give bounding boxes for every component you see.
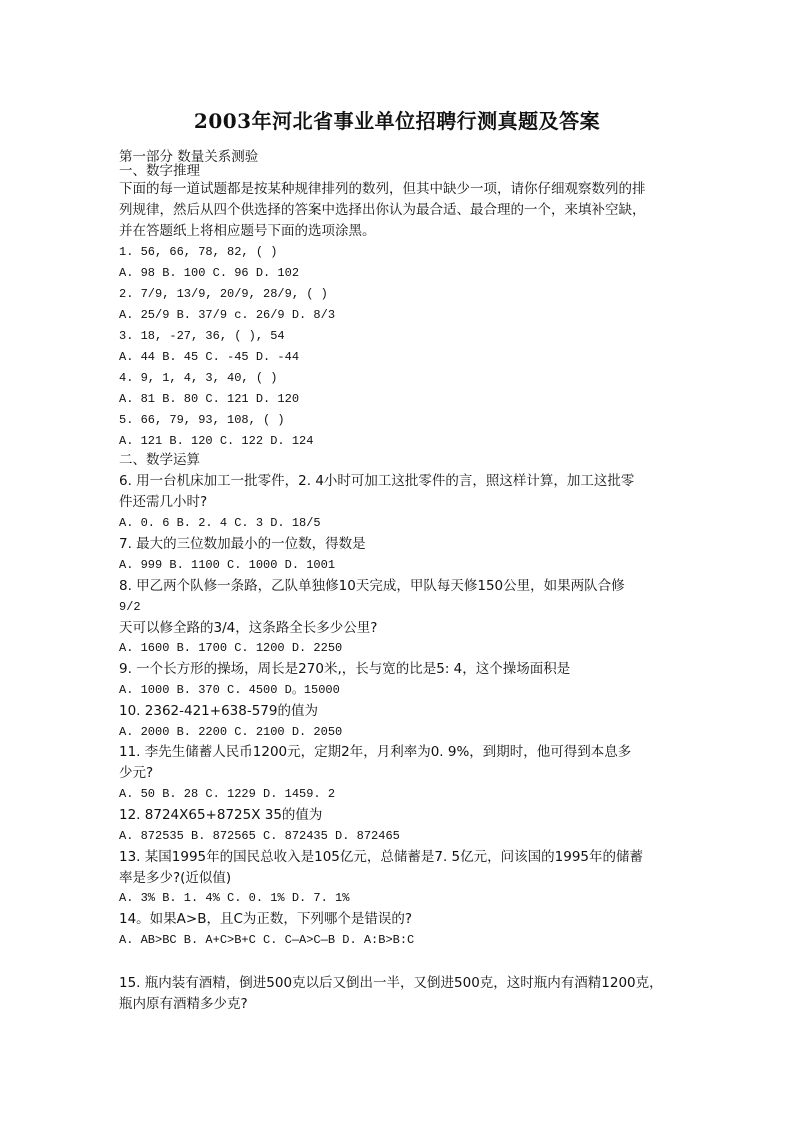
question-options-line: 1. 56, 66, 78, 82, ( ) [119, 245, 278, 259]
text-line: 列规律，然后从四个供选择的答案中选择出你认为最合适、最合理的一个，来填补空缺， [119, 202, 646, 218]
text-line: 12. 8724X65+8725X 35的值为 [119, 807, 323, 823]
text-line: 下面的每一道试题都是按某种规律排列的数列，但其中缺少一项，请你仔细观察数列的排 [119, 181, 646, 197]
text-line: 11. 李先生储蓄人民币1200元，定期2年，月利率为0. 9%，到期时，他可得到本息多 [119, 744, 632, 760]
question-options-line: A. 50 B. 28 C. 1229 D. 1459. 2 [119, 787, 336, 801]
question-options-line: 5. 66, 79, 93, 108, ( ) [119, 413, 285, 427]
text-line: 9. 一个长方形的操场，周长是270米,，长与宽的比是5: 4，这个操场面积是 [119, 661, 571, 677]
text-line: 15. 瓶内装有酒精，倒进500克以后又倒出一半，又倒进500克，这时瓶内有酒精1200克， [119, 975, 663, 991]
question-options-line: 4. 9, 1, 4, 3, 40, ( ) [119, 371, 278, 385]
question-options-line: A. 81 B. 80 C. 121 D. 120 [119, 392, 300, 406]
text-line: 10. 2362-421+638-579的值为 [119, 703, 318, 719]
document-title: 2003年河北省事业单位招聘行测真题及答案 [193, 109, 601, 133]
section-heading: 二、数学运算 [119, 452, 200, 468]
text-line: 8. 甲乙两个队修一条路，乙队单独修10天完成，甲队每天修150公里，如果两队合修 [119, 578, 625, 594]
question-options-line: A. 3% B. 1. 4% C. 0. 1% D. 7. 1% [119, 891, 350, 905]
question-options-line: A. 999 B. 1100 C. 1000 D. 1001 [119, 558, 336, 572]
text-line: 率是多少?(近似值) [119, 870, 232, 886]
section-heading: 一、数字推理 [119, 163, 200, 179]
text-line: 天可以修全路的3/4，这条路全长多少公里? [119, 620, 378, 636]
question-options-line: A. 98 B. 100 C. 96 D. 102 [119, 266, 300, 280]
question-options-line: A. 1000 B. 370 C. 4500 D。15000 [119, 683, 340, 697]
question-options-line: A. 0. 6 B. 2. 4 C. 3 D. 18/5 [119, 516, 321, 530]
text-line: 件还需几小时? [119, 494, 208, 510]
question-options-line: A. 121 B. 120 C. 122 D. 124 [119, 434, 314, 448]
text-line: 13. 某国1995年的国民总收入是105亿元，总储蓄是7. 5亿元，问该国的1995年的储蓄 [119, 849, 644, 865]
text-line: 并在答题纸上将相应题号下面的选项涂黑。 [119, 223, 376, 239]
text-line: 6. 用一台机床加工一批零件，2. 4小时可加工这批零件的言，照这样计算，加工这批零 [119, 473, 635, 489]
section-heading: 第一部分 数量关系测验 [119, 149, 259, 165]
text-line: 14。如果A>B，且C为正数，下列哪个是错误的? [119, 911, 413, 927]
question-options-line: A. AB>BC B. A+C>B+C C. C—A>C—B D. A:B>B:C [119, 933, 415, 947]
text-line: 少元? [119, 765, 154, 781]
question-options-line: A. 872535 B. 872565 C. 872435 D. 872465 [119, 829, 400, 843]
question-options-line: 9/2 [119, 600, 141, 614]
question-options-line: A. 1600 B. 1700 C. 1200 D. 2250 [119, 641, 343, 655]
question-options-line: A. 25/9 B. 37/9 c. 26/9 D. 8/3 [119, 308, 336, 322]
text-line: 瓶内原有酒精多少克? [119, 996, 248, 1012]
question-options-line: 3. 18, -27, 36, ( ), 54 [119, 329, 285, 343]
question-options-line: 2. 7/9, 13/9, 20/9, 28/9, ( ) [119, 287, 328, 301]
text-line: 7. 最大的三位数加最小的一位数，得数是 [119, 536, 366, 552]
question-options-line: A. 44 B. 45 C. -45 D. -44 [119, 350, 300, 364]
question-options-line: A. 2000 B. 2200 C. 2100 D. 2050 [119, 725, 343, 739]
